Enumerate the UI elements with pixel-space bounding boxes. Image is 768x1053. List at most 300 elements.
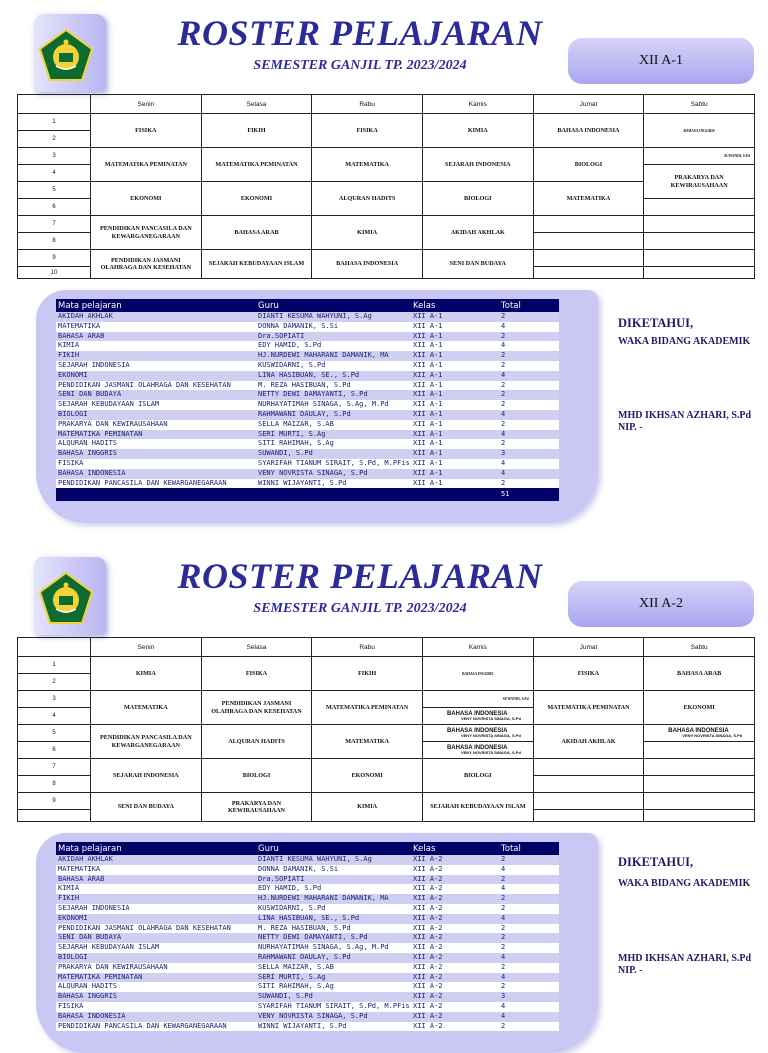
summary-row <box>56 381 559 391</box>
summary-teacher: SERI MURTI, S.Ag <box>256 973 411 983</box>
schedule-cell-empty <box>644 759 755 776</box>
schedule-cell: KIMIA <box>422 114 533 148</box>
summary-row <box>56 361 559 371</box>
period-number: 5 <box>18 182 91 199</box>
summary-subject: AKIDAH AKHLAK <box>56 855 256 865</box>
summary-class: XII A-2 <box>411 855 499 865</box>
summary-class: XII A-1 <box>411 312 499 322</box>
summary-class: XII A-1 <box>411 381 499 391</box>
schedule-cell: AKIDAH AKHLAK <box>533 725 644 759</box>
summary-class: XII A-2 <box>411 982 499 992</box>
schedule-cell: PENDIDIKAN JASMANI OLAHRAGA DAN KESEHATAN <box>201 691 312 725</box>
schedule-cell: SUWANDI, S.Pd <box>644 148 755 165</box>
summary-teacher: HJ.NURDEWI MAHARANI DAMANIK, MA <box>256 351 411 361</box>
summary-subject: PENDIDIKAN PANCASILA DAN KEWARGANEGARAAN <box>56 479 256 489</box>
summary-subject: BAHASA INGGRIS <box>56 449 256 459</box>
day-header: Senin <box>91 95 202 114</box>
summary-hours: 4 <box>499 953 559 963</box>
logo-badge <box>26 555 106 635</box>
schedule-cell: BAHASA INDONESIA <box>533 114 644 148</box>
summary-row <box>56 341 559 351</box>
summary-subject: SENI DAN BUDAYA <box>56 933 256 943</box>
summary-teacher: Dra.SOPIATI <box>256 332 411 342</box>
summary-subject: MATEMATIKA <box>56 865 256 875</box>
summary-hours: 4 <box>499 430 559 440</box>
schedule-cell: SEJARAH INDONESIA <box>91 759 202 793</box>
schedule-cell-empty <box>533 810 644 822</box>
period-number: 6 <box>18 742 91 759</box>
schedule-cell: EKONOMI <box>91 182 202 216</box>
schedule-cell: MATEMATIKA PEMINATAN <box>91 148 202 182</box>
period-number: 8 <box>18 776 91 793</box>
summary-class: XII A-2 <box>411 933 499 943</box>
summary-class: XII A-2 <box>411 875 499 885</box>
summary-subject: AKIDAH AKHLAK <box>56 312 256 322</box>
schedule-cell-empty <box>533 776 644 793</box>
period-number: 4 <box>18 708 91 725</box>
summary-total: 51 <box>499 488 559 501</box>
schedule-cell: MATEMATIKA PEMINATAN <box>533 691 644 725</box>
summary-hours: 2 <box>499 933 559 943</box>
summary-subject: PENDIDIKAN JASMANI OLAHRAGA DAN KESEHATAN <box>56 924 256 934</box>
summary-hours: 3 <box>499 992 559 1002</box>
schedule-cell: BAHASA INGGRIS <box>644 114 755 148</box>
period-number: 2 <box>18 131 91 148</box>
summary-class: XII A-1 <box>411 332 499 342</box>
schedule-cell: FISIKA <box>312 114 423 148</box>
page-subtitle: SEMESTER GANJIL TP. 2023/2024 <box>253 601 467 616</box>
schedule-cell-empty <box>533 233 644 250</box>
schedule-cell: PENDIDIKAN PANCASILA DAN KEWARGANEGARAAN <box>91 725 202 759</box>
summary-hours: 2 <box>499 855 559 865</box>
weekly-schedule-grid <box>17 94 755 279</box>
schedule-cell: BAHASA ARAB <box>201 216 312 250</box>
schedule-cell: ALQURAN HADITS <box>312 182 423 216</box>
summary-subject: BAHASA ARAB <box>56 875 256 885</box>
schedule-cell: BAHASA INDONESIA VENY NOVRISTA SINAGA, S.Pd <box>644 725 755 742</box>
summary-hours: 2 <box>499 943 559 953</box>
schedule-cell: MATEMATIKA <box>312 148 423 182</box>
summary-row <box>56 449 559 459</box>
summary-row <box>56 953 559 963</box>
summary-hours: 4 <box>499 973 559 983</box>
schedule-cell-empty <box>644 216 755 233</box>
schedule-cell: BAHASA INDONESIA VENY NOVRISTA SINAGA, S.Pd <box>422 725 533 742</box>
schedule-cell-empty <box>644 267 755 279</box>
schedule-cell: KIMIA <box>91 657 202 691</box>
schedule-cell: PENDIDIKAN JASMANI OLAHRAGA DAN KESEHATAN <box>91 250 202 279</box>
summary-header: Mata pelajaran <box>56 842 256 855</box>
summary-hours: 2 <box>499 400 559 410</box>
summary-teacher: HJ.NURDEWI MAHARANI DAMANIK, MA <box>256 894 411 904</box>
period-number: 3 <box>18 691 91 708</box>
sign-position: WAKA BIDANG AKADEMIK <box>618 336 751 347</box>
summary-class: XII A-2 <box>411 1012 499 1022</box>
schedule-cell-empty <box>533 216 644 233</box>
schedule-cell-empty <box>533 793 644 810</box>
summary-subject: SEJARAH KEBUDAYAAN ISLAM <box>56 943 256 953</box>
schedule-cell: SENI DAN BUDAYA <box>422 250 533 279</box>
period-number: 3 <box>18 148 91 165</box>
summary-class: XII A-2 <box>411 924 499 934</box>
summary-class: XII A-2 <box>411 963 499 973</box>
schedule-cell: FISIKA <box>91 114 202 148</box>
summary-hours: 2 <box>499 312 559 322</box>
summary-header: Guru <box>256 299 411 312</box>
schedule-cell: BAHASA INGGRIS <box>422 657 533 691</box>
subject-summary-table <box>56 299 559 501</box>
summary-row <box>56 351 559 361</box>
sign-known: DIKETAHUI, <box>618 316 694 330</box>
schedule-cell: SEJARAH INDONESIA <box>422 148 533 182</box>
summary-class: XII A-2 <box>411 894 499 904</box>
summary-teacher: WINNI WIJAYANTI, S.Pd <box>256 479 411 489</box>
summary-teacher: KUSWIDARNI, S.Pd <box>256 904 411 914</box>
schedule-cell: EKONOMI <box>201 182 312 216</box>
day-header: Jumat <box>533 638 644 657</box>
summary-subject: ALQURAN HADITS <box>56 982 256 992</box>
summary-hours: 4 <box>499 1002 559 1012</box>
summary-teacher: RAHMAWANI DAULAY, S.Pd <box>256 953 411 963</box>
summary-class: XII A-2 <box>411 973 499 983</box>
summary-teacher: SERI MURTI, S.Ag <box>256 430 411 440</box>
summary-hours: 2 <box>499 332 559 342</box>
day-header: Rabu <box>312 95 423 114</box>
schedule-cell: MATEMATIKA PEMINATAN <box>201 148 312 182</box>
schedule-cell: EKONOMI <box>644 691 755 725</box>
summary-teacher: SELLA MAIZAR, S.AB <box>256 963 411 973</box>
summary-subject: MATEMATIKA PEMINATAN <box>56 973 256 983</box>
summary-subject: BAHASA INGGRIS <box>56 992 256 1002</box>
summary-header-row <box>56 299 559 312</box>
sign-name: MHD IKHSAN AZHARI, S.Pd <box>618 953 752 964</box>
summary-row <box>56 469 559 479</box>
summary-class: XII A-1 <box>411 449 499 459</box>
period-number: 9 <box>18 250 91 267</box>
period-number: 6 <box>18 199 91 216</box>
summary-hours: 2 <box>499 479 559 489</box>
summary-class: XII A-1 <box>411 420 499 430</box>
summary-teacher: DONNA DAMANIK, S.Si <box>256 865 411 875</box>
summary-row <box>56 459 559 469</box>
summary-row <box>56 1022 559 1032</box>
summary-row <box>56 312 559 322</box>
summary-row <box>56 1002 559 1012</box>
summary-class: XII A-1 <box>411 390 499 400</box>
schedule-cell: ALQURAN HADITS <box>201 725 312 759</box>
schedule-cell: MATEMATIKA <box>533 182 644 216</box>
schedule-cell: FISIKA <box>533 657 644 691</box>
day-header: Sabtu <box>644 95 755 114</box>
roster-sheet-xii-a2 <box>0 543 768 1030</box>
period-number: 10 <box>18 267 91 279</box>
summary-total-row <box>56 488 559 501</box>
summary-row <box>56 914 559 924</box>
page-title: ROSTER PELAJARAN <box>177 556 543 596</box>
summary-subject: FIKIH <box>56 351 256 361</box>
summary-teacher: NETTY DEWI DAMAYANTI, S.Pd <box>256 933 411 943</box>
summary-hours: 4 <box>499 1012 559 1022</box>
summary-class: XII A-1 <box>411 459 499 469</box>
day-header: Kamis <box>422 95 533 114</box>
day-header: Selasa <box>201 638 312 657</box>
summary-subject: FISIKA <box>56 459 256 469</box>
summary-teacher: SYARIFAH TIANUM SIRAIT, S.Pd, M.PFis <box>258 458 410 467</box>
summary-class: XII A-1 <box>411 361 499 371</box>
summary-class: XII A-1 <box>411 400 499 410</box>
summary-class: XII A-2 <box>411 865 499 875</box>
summary-row <box>56 904 559 914</box>
day-header: Kamis <box>422 638 533 657</box>
schedule-cell-empty <box>533 267 644 279</box>
summary-hours: 2 <box>499 381 559 391</box>
weekly-schedule-grid <box>17 637 755 822</box>
summary-row <box>56 322 559 332</box>
grid-corner <box>18 638 91 657</box>
summary-hours: 4 <box>499 322 559 332</box>
kemenag-logo-icon <box>38 28 94 84</box>
kemenag-logo-icon <box>38 571 94 627</box>
summary-header: Kelas <box>411 299 499 312</box>
period-number: 7 <box>18 216 91 233</box>
class-badge: XII A-1 <box>568 38 754 84</box>
summary-teacher: EDY HAMID, S.Pd <box>256 884 411 894</box>
summary-hours: 2 <box>499 420 559 430</box>
summary-teacher: SUWANDI, S.Pd <box>256 449 411 459</box>
schedule-cell-empty <box>644 810 755 822</box>
summary-subject: FIKIH <box>56 894 256 904</box>
schedule-cell-empty <box>644 776 755 793</box>
summary-hours: 2 <box>499 361 559 371</box>
summary-subject: BAHASA ARAB <box>56 332 256 342</box>
summary-teacher: LINA HASIBUAN, SE., S.Pd <box>256 371 411 381</box>
summary-row <box>56 963 559 973</box>
summary-subject: BAHASA INDONESIA <box>56 1012 256 1022</box>
grid-header-row <box>18 638 755 657</box>
summary-teacher: M. REZA HASIBUAN, S.Pd <box>256 381 411 391</box>
schedule-cell: SEJARAH KEBUDAYAAN ISLAM <box>201 250 312 279</box>
summary-row <box>56 982 559 992</box>
summary-header: Kelas <box>411 842 499 855</box>
schedule-cell-empty <box>644 742 755 759</box>
summary-teacher: DIANTI KESUMA WAHYUNI, S.Ag <box>256 312 411 322</box>
summary-row <box>56 924 559 934</box>
summary-teacher: SITI RAHIMAH, S.Ag <box>256 982 411 992</box>
summary-header: Mata pelajaran <box>56 299 256 312</box>
summary-class: XII A-1 <box>411 469 499 479</box>
summary-subject: SEJARAH INDONESIA <box>56 361 256 371</box>
page-subtitle: SEMESTER GANJIL TP. 2023/2024 <box>253 58 467 73</box>
schedule-cell: PRAKARYA DAN KEWIRAUSAHAAN <box>644 165 755 199</box>
schedule-cell: FIKIH <box>312 657 423 691</box>
summary-row <box>56 410 559 420</box>
summary-subject: MATEMATIKA PEMINATAN <box>56 430 256 440</box>
summary-subject: PENDIDIKAN JASMANI OLAHRAGA DAN KESEHATAN <box>56 381 256 391</box>
grid-header-row <box>18 95 755 114</box>
schedule-cell: KIMIA <box>312 216 423 250</box>
summary-teacher: SYARIFAH TIANUM SIRAIT, S.Pd, M.PFis <box>258 1001 410 1010</box>
summary-class: XII A-2 <box>411 884 499 894</box>
summary-row <box>56 439 559 449</box>
schedule-cell-empty <box>644 250 755 267</box>
summary-hours: 2 <box>499 351 559 361</box>
summary-teacher: NURHAYATIMAH SINAGA, S.Ag, M.Pd <box>256 943 411 953</box>
summary-class: XII A-1 <box>411 371 499 381</box>
summary-subject: PENDIDIKAN PANCASILA DAN KEWARGANEGARAAN <box>56 1022 256 1032</box>
summary-hours: 2 <box>499 894 559 904</box>
summary-teacher: Dra.SOPIATI <box>256 875 411 885</box>
summary-teacher: RAHMAWANI DAULAY, S.Pd <box>256 410 411 420</box>
schedule-cell: MATEMATIKA PEMINATAN <box>312 691 423 725</box>
summary-class: XII A-1 <box>411 439 499 449</box>
summary-class: XII A-1 <box>411 351 499 361</box>
summary-teacher: SELLA MAIZAR, S.AB <box>256 420 411 430</box>
summary-teacher: WINNI WIJAYANTI, S.Pd <box>256 1022 411 1032</box>
summary-header: Total <box>499 299 559 312</box>
summary-row <box>56 875 559 885</box>
summary-row <box>56 933 559 943</box>
summary-subject: SEJARAH INDONESIA <box>56 904 256 914</box>
schedule-cell: BAHASA INDONESIA <box>312 250 423 279</box>
summary-hours: 2 <box>499 439 559 449</box>
summary-row <box>56 430 559 440</box>
summary-header: Guru <box>256 842 411 855</box>
summary-hours: 4 <box>499 371 559 381</box>
sign-nip: NIP. - <box>618 965 643 976</box>
period-number: 5 <box>18 725 91 742</box>
period-number: 8 <box>18 233 91 250</box>
summary-hours: 4 <box>499 410 559 420</box>
schedule-cell: KIMIA <box>312 793 423 822</box>
summary-subject: EKONOMI <box>56 371 256 381</box>
class-badge: XII A-2 <box>568 581 754 627</box>
summary-subject: FISIKA <box>56 1002 256 1012</box>
summary-row <box>56 894 559 904</box>
summary-subject: PRAKARYA DAN KEWIRAUSAHAAN <box>56 963 256 973</box>
summary-subject: BIOLOGI <box>56 953 256 963</box>
summary-row <box>56 420 559 430</box>
summary-teacher: KUSWIDARNI, S.Pd <box>256 361 411 371</box>
schedule-cell-empty <box>533 759 644 776</box>
summary-hours: 2 <box>499 924 559 934</box>
summary-teacher: VENY NOVRISTA SINAGA, S.Pd <box>256 469 411 479</box>
period-number: 1 <box>18 114 91 131</box>
schedule-cell-empty <box>644 233 755 250</box>
summary-row <box>56 332 559 342</box>
summary-class: XII A-2 <box>411 943 499 953</box>
summary-teacher: LINA HASIBUAN, SE., S.Pd <box>256 914 411 924</box>
subject-summary-table <box>56 842 559 1031</box>
grid-corner <box>18 95 91 114</box>
summary-row <box>56 884 559 894</box>
schedule-cell: SEJARAH KEBUDAYAAN ISLAM <box>422 793 533 822</box>
summary-hours: 4 <box>499 884 559 894</box>
day-header: Rabu <box>312 638 423 657</box>
summary-teacher: EDY HAMID, S.Pd <box>256 341 411 351</box>
schedule-cell-empty <box>533 250 644 267</box>
schedule-cell: BIOLOGI <box>422 759 533 793</box>
page-title: ROSTER PELAJARAN <box>177 13 543 53</box>
schedule-cell-empty <box>644 793 755 810</box>
summary-hours: 3 <box>499 449 559 459</box>
day-header: Jumat <box>533 95 644 114</box>
summary-hours: 4 <box>499 459 559 469</box>
period-number: 9 <box>18 793 91 810</box>
summary-hours: 2 <box>499 982 559 992</box>
schedule-cell: BAHASA ARAB <box>644 657 755 691</box>
summary-class: XII A-2 <box>411 992 499 1002</box>
summary-teacher: DONNA DAMANIK, S.Si <box>256 322 411 332</box>
period-number: 1 <box>18 657 91 674</box>
schedule-cell: BIOLOGI <box>201 759 312 793</box>
summary-subject: BAHASA INDONESIA <box>56 469 256 479</box>
summary-hours: 4 <box>499 865 559 875</box>
summary-subject: KIMIA <box>56 884 256 894</box>
summary-hours: 2 <box>499 1022 559 1032</box>
summary-teacher: M. REZA HASIBUAN, S.Pd <box>256 924 411 934</box>
schedule-cell: MATEMATIKA <box>312 725 423 759</box>
schedule-cell: BIOLOGI <box>533 148 644 182</box>
summary-teacher: NETTY DEWI DAMAYANTI, S.Pd <box>256 390 411 400</box>
summary-hours: 4 <box>499 914 559 924</box>
summary-class: XII A-1 <box>411 410 499 420</box>
summary-subject: BIOLOGI <box>56 410 256 420</box>
summary-hours: 2 <box>499 875 559 885</box>
summary-subject: SEJARAH KEBUDAYAAN ISLAM <box>56 400 256 410</box>
schedule-cell: EKONOMI <box>312 759 423 793</box>
summary-row <box>56 973 559 983</box>
summary-class: XII A-1 <box>411 322 499 332</box>
schedule-cell: BAHASA INDONESIA VENY NOVRISTA SINAGA, S.Pd <box>422 742 533 759</box>
summary-row <box>56 1012 559 1022</box>
day-header: Selasa <box>201 95 312 114</box>
logo-badge <box>26 12 106 92</box>
summary-subject: ALQURAN HADITS <box>56 439 256 449</box>
summary-hours: 2 <box>499 904 559 914</box>
summary-teacher: SUWANDI, S.Pd <box>256 992 411 1002</box>
summary-row <box>56 371 559 381</box>
summary-hours: 4 <box>499 341 559 351</box>
summary-row <box>56 390 559 400</box>
schedule-cell: FISIKA <box>201 657 312 691</box>
period-number: 2 <box>18 674 91 691</box>
summary-hours: 2 <box>499 390 559 400</box>
schedule-cell: AKIDAH AKHLAK <box>422 216 533 250</box>
summary-subject: SENI DAN BUDAYA <box>56 390 256 400</box>
summary-class: XII A-2 <box>411 953 499 963</box>
period-number <box>18 810 91 822</box>
summary-subject: PRAKARYA DAN KEWIRAUSAHAAN <box>56 420 256 430</box>
schedule-cell: MATEMATIKA <box>91 691 202 725</box>
summary-teacher: SITI RAHIMAH, S.Ag <box>256 439 411 449</box>
period-number: 4 <box>18 165 91 182</box>
schedule-cell: SUWANDI, S.Pd <box>422 691 533 708</box>
schedule-cell: SENI DAN BUDAYA <box>91 793 202 822</box>
day-header: Senin <box>91 638 202 657</box>
summary-class: XII A-2 <box>411 914 499 924</box>
schedule-cell: BIOLOGI <box>422 182 533 216</box>
schedule-cell-empty <box>644 199 755 216</box>
period-number: 7 <box>18 759 91 776</box>
summary-subject: EKONOMI <box>56 914 256 924</box>
summary-class: XII A-1 <box>411 479 499 489</box>
summary-row <box>56 943 559 953</box>
summary-header-row <box>56 842 559 855</box>
summary-row <box>56 865 559 875</box>
summary-row <box>56 855 559 865</box>
schedule-cell: BAHASA INDONESIA VENY NOVRISTA SINAGA, S.Pd <box>422 708 533 725</box>
schedule-cell: PRAKARYA DAN KEWIRAUSAHAAN <box>201 793 312 822</box>
